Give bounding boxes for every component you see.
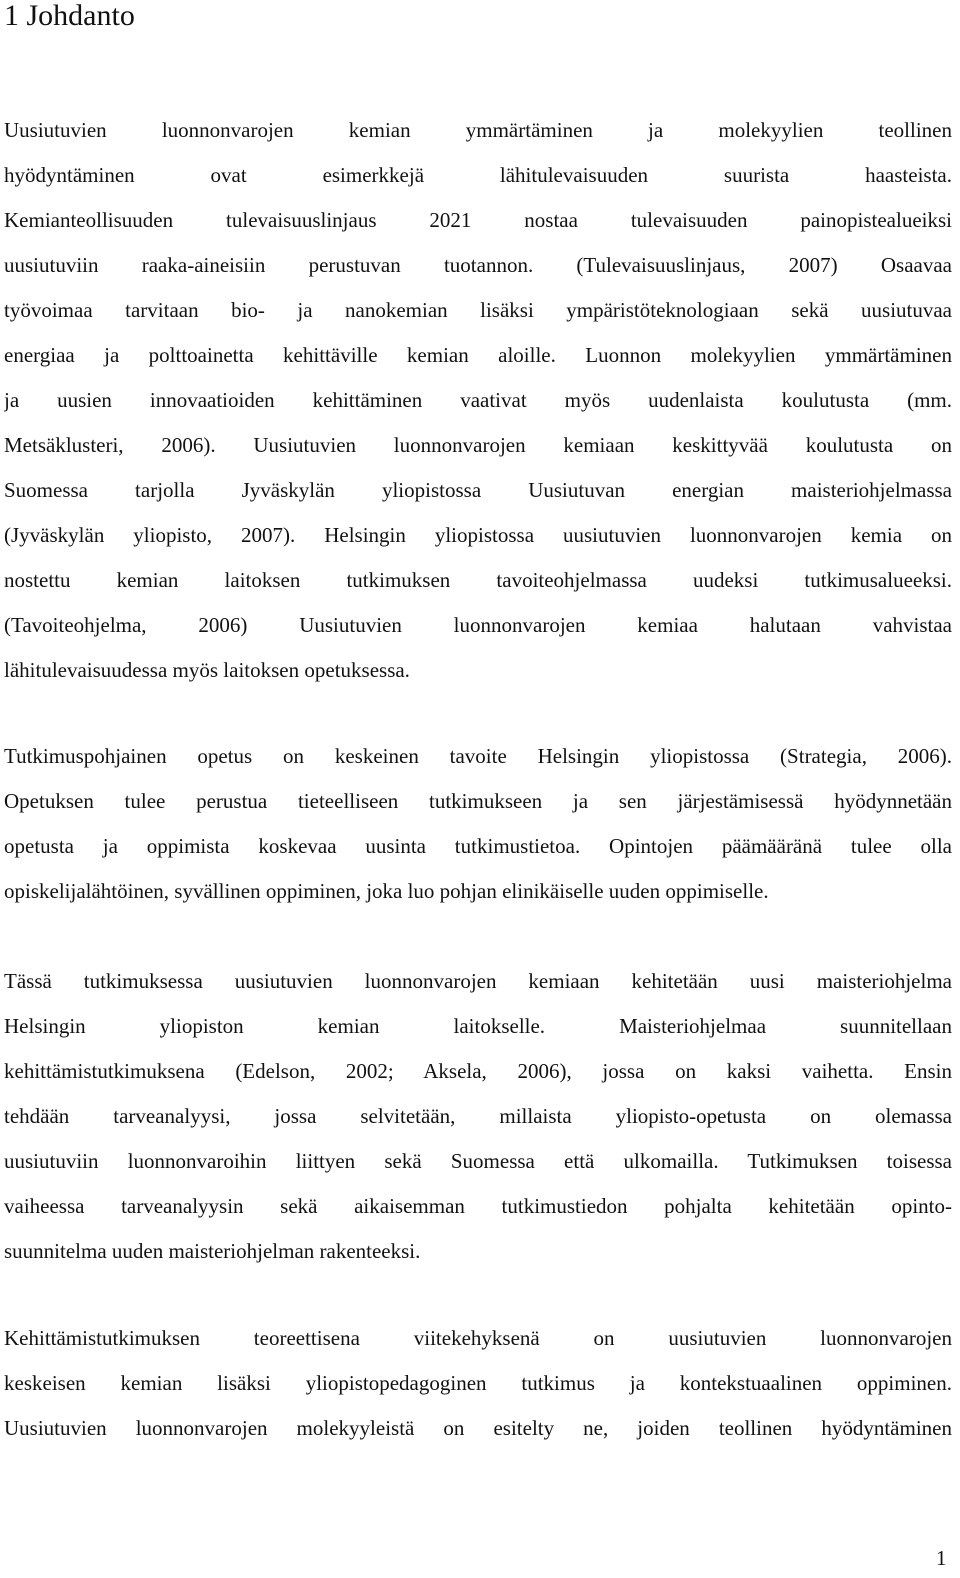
text-line: Kemianteollisuuden tulevaisuuslinjaus 2021 nostaa tulevaisuuden painopistealueiksi bbox=[4, 208, 952, 232]
chapter-heading: 1 Johdanto bbox=[4, 0, 135, 32]
text-line: vaiheessa tarveanalyysin sekä aikaisemman tutkimustiedon pohjalta kehitetään opinto- bbox=[4, 1194, 952, 1218]
text-line: hyödyntäminen ovat esimerkkejä lähitulevaisuuden suurista haasteista. bbox=[4, 163, 952, 187]
text-line: energiaa ja polttoainetta kehittäville kemian aloille. Luonnon molekyylien ymmärtäminen bbox=[4, 343, 952, 367]
text-line: ja uusien innovaatioiden kehittäminen vaativat myös uudenlaista koulutusta (mm. bbox=[4, 388, 952, 412]
text-line: (Tavoiteohjelma, 2006) Uusiutuvien luonnonvarojen kemiaa halutaan vahvistaa bbox=[4, 613, 952, 637]
paragraph-framework bbox=[4, 1316, 952, 1451]
paragraph-study-plan bbox=[4, 959, 952, 1274]
text-line: opetusta ja oppimista koskevaa uusinta tutkimustietoa. Opintojen päämääränä tulee olla bbox=[4, 834, 952, 858]
text-line: Metsäklusteri, 2006). Uusiutuvien luonnonvarojen kemiaan keskittyvää koulutusta on bbox=[4, 433, 952, 457]
text-line: työvoimaa tarvitaan bio- ja nanokemian lisäksi ympäristöteknologiaan sekä uusiutuvaa bbox=[4, 298, 952, 322]
text-line: uusiutuviin raaka-aineisiin perustuvan tuotannon. (Tulevaisuuslinjaus, 2007) Osaavaa bbox=[4, 253, 952, 277]
text-line: opiskelijalähtöinen, syvällinen oppiminen, joka luo pohjan elinikäiselle uuden oppimiselle. bbox=[4, 879, 769, 903]
text-line: Tässä tutkimuksessa uusiutuvien luonnonvarojen kemiaan kehitetään uusi maisteriohjelma bbox=[4, 969, 952, 993]
text-line: keskeisen kemian lisäksi yliopistopedagoginen tutkimus ja kontekstuaalinen oppiminen. bbox=[4, 1371, 952, 1395]
text-line: Kehittämistutkimuksen teoreettisena viitekehyksenä on uusiutuvien luonnonvarojen bbox=[4, 1326, 952, 1350]
text-line: lähitulevaisuudessa myös laitoksen opetuksessa. bbox=[4, 658, 410, 682]
text-line: suunnitelma uuden maisteriohjelman rakenteeksi. bbox=[4, 1239, 421, 1263]
page-number: 1 bbox=[936, 1546, 947, 1570]
paragraph-intro bbox=[4, 108, 952, 693]
text-line: Helsingin yliopiston kemian laitokselle. Maisteriohjelmaa suunnitellaan bbox=[4, 1014, 952, 1038]
text-line: Uusiutuvien luonnonvarojen kemian ymmärtäminen ja molekyylien teollinen bbox=[4, 118, 952, 142]
text-line: Tutkimuspohjainen opetus on keskeinen tavoite Helsingin yliopistossa (Strategia, 2006). bbox=[4, 744, 952, 768]
text-line: uusiutuviin luonnonvaroihin liittyen sekä Suomessa että ulkomailla. Tutkimuksen toisessa bbox=[4, 1149, 952, 1173]
text-line: tehdään tarveanalyysi, jossa selvitetään, millaista yliopisto-opetusta on olemassa bbox=[4, 1104, 952, 1128]
text-line: Opetuksen tulee perustua tieteelliseen tutkimukseen ja sen järjestämisessä hyödynnetään bbox=[4, 789, 952, 813]
text-line: Uusiutuvien luonnonvarojen molekyyleistä on esitelty ne, joiden teollinen hyödyntäminen bbox=[4, 1416, 952, 1440]
text-line: nostettu kemian laitoksen tutkimuksen tavoiteohjelmassa uudeksi tutkimusalueeksi. bbox=[4, 568, 952, 592]
text-line: Suomessa tarjolla Jyväskylän yliopistossa Uusiutuvan energian maisteriohjelmassa bbox=[4, 478, 952, 502]
text-line: kehittämistutkimuksena (Edelson, 2002; Aksela, 2006), jossa on kaksi vaihetta. Ensin bbox=[4, 1059, 952, 1083]
text-line: (Jyväskylän yliopisto, 2007). Helsingin yliopistossa uusiutuvien luonnonvarojen kemia on bbox=[4, 523, 952, 547]
paragraph-research-teaching bbox=[4, 734, 952, 914]
